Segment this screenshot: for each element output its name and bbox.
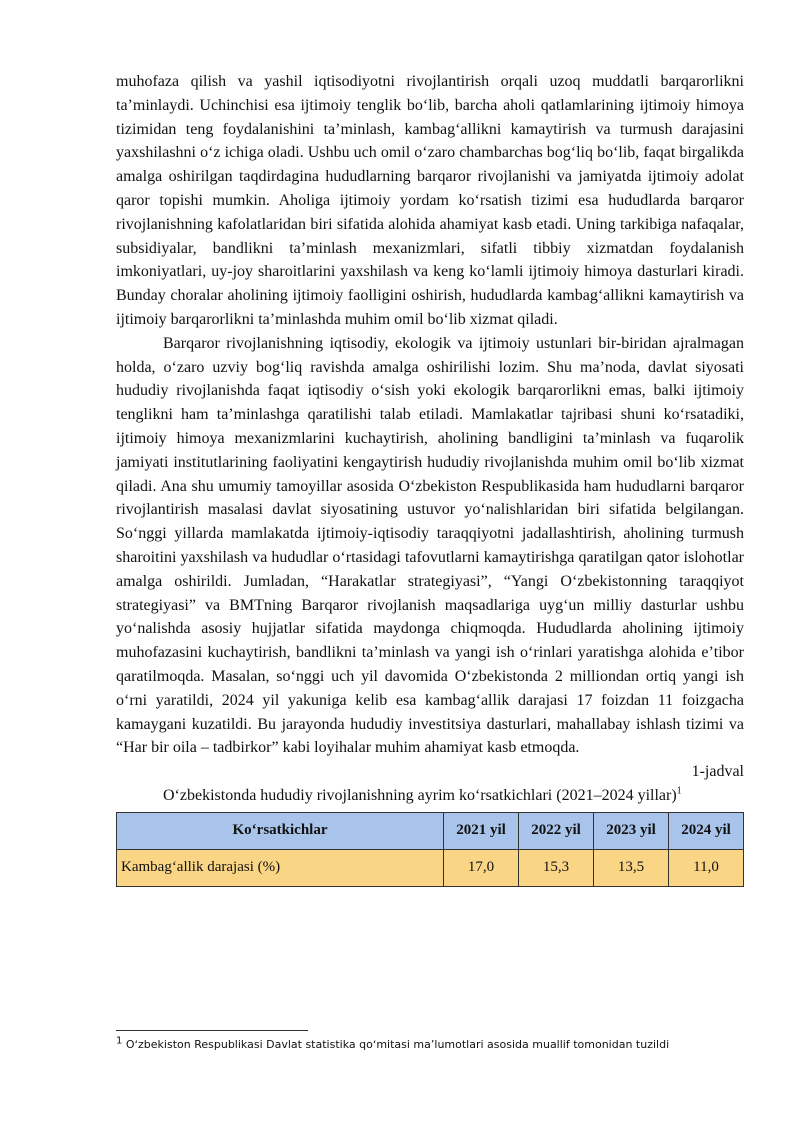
- table-cell: 15,3: [519, 849, 594, 886]
- table-header-cell: 2023 yil: [594, 812, 669, 849]
- indicators-table: [116, 812, 744, 887]
- table-row: [117, 849, 744, 886]
- table-header-cell: Koʻrsatkichlar: [117, 812, 444, 849]
- table-header-cell: 2024 yil: [669, 812, 744, 849]
- table-cell: Kambagʻallik darajasi (%): [117, 849, 444, 886]
- table-cell: 11,0: [669, 849, 744, 886]
- table-header-cell: 2021 yil: [444, 812, 519, 849]
- table-caption: [116, 784, 744, 808]
- table-header-cell: 2022 yil: [519, 812, 594, 849]
- table-header-row: [117, 812, 744, 849]
- table-cell: 13,5: [594, 849, 669, 886]
- footnote: [116, 1035, 756, 1051]
- footnote-separator: [116, 1030, 308, 1031]
- footnote-mark: 1: [116, 1035, 123, 1047]
- body-paragraph: Barqaror rivojlanishning iqtisodiy, ekologik va ijtimoiy ustunlari bir-biridan ajralmagan holda, oʻzaro uzviy bogʻliq ravishda amalga oshirilishi lozim. Shu maʼnoda, davlat siyosati hududiy rivojlanishda faqat iqtisodiy oʻsish yoki ekologik barqarorlikni emas, balki ijtimoiy tenglikni ham taʼminlashga qaratilishi talab etiladi. Mamlakatlar tajribasi shuni koʻrsatadiki, ijtimoiy himoya mexanizmlarini kuchaytirish, aholining bandligini taʼminlash va fuqarolik jamiyati institutlarining faoliyatini kengaytirish hududiy rivojlanishda muhim omil boʻlib xizmat qiladi. Ana shu umumiy tamoyillar asosida Oʻzbekiston Respublikasida ham hududlarni barqaror rivojlantirish masalasi davlat siyosatining ustuvor yoʻnalishlaridan biri sifatida belgilangan. Soʻnggi yillarda mamlakatda ijtimoiy-iqtisodiy taraqqiyotni jadallashtirish, aholining turmush sharoitini yaxshilash va hududlar oʻrtasidagi tafovutlarni kamaytirishga qaratilgan qator islohotlar amalga oshirildi. Jumladan, “Harakatlar strategiyasi”, “Yangi Oʻzbekistonning taraqqiyot strategiyasi” va BMTning Barqaror rivojlanish maqsadlariga uygʻun milliy dasturlar ushbu yoʻnalishda asosiy hujjatlar sifatida maydonga chiqmoqda. Hududlarda aholining ijtimoiy muhofazasini kuchaytirish, bandlikni taʼminlash va yangi ish oʻrinlari yaratishga alohida eʼtibor qaratilmoqda. Masalan, soʻnggi uch yil davomida Oʻzbekistonda 2 milliondan ortiq yangi ish oʻrni yaratildi, 2024 yil yakuniga kelib esa kambagʻallik darajasi 17 foizdan 11 foizgacha kamaygani kuzatildi. Bu jarayonda hududiy investitsiya dasturlari, mahallabay ishlash tizimi va “Har bir oila – tadbirkor” kabi loyihalar muhim ahamiyat kasb etmoqda.: [116, 334, 744, 757]
- footnote-text: Oʻzbekiston Respublikasi Davlat statistika qoʻmitasi maʼlumotlari asosida muallif tomonidan tuzildi: [125, 1038, 670, 1051]
- table-cell: 17,0: [444, 849, 519, 886]
- footnote-reference: 1: [676, 785, 682, 797]
- table-caption-text: Oʻzbekistonda hududiy rivojlanishning ayrim koʻrsatkichlari (2021–2024 yillar): [163, 786, 677, 804]
- document-page: [116, 70, 744, 887]
- body-paragraph: muhofaza qilish va yashil iqtisodiyotni rivojlantirish orqali uzoq muddatli barqarorlikni taʼminlaydi. Uchinchisi esa ijtimoiy tenglik boʻlib, barcha aholi qatlamlarining ijtimoiy himoya tizimidan teng foydalanishini taʼminlash, kambagʻallikni kamaytirish va turmush darajasini yaxshilashni oʻz ichiga oladi. Ushbu uch omil oʻzaro chambarchas bogʻliq boʻlib, faqat birgalikda amalga oshirilgan taqdirdagina hududlarning barqaror rivojlanishi va jamiyatda ijtimoiy adolat qaror topishi mumkin. Aholiga ijtimoiy yordam koʻrsatish tizimi esa hududlarda barqaror rivojlanishning kafolatlaridan biri sifatida alohida ahamiyat kasb etadi. Uning tarkibiga nafaqalar, subsidiyalar, bandlikni taʼminlash mexanizmlari, sifatli tibbiy xizmatdan foydalanish imkoniyatlari, uy-joy sharoitlarini yaxshilash va keng koʻlamli ijtimoiy himoya dasturlari kiradi. Bunday choralar aholining ijtimoiy faolligini oshirish, hududlarda kambagʻallikni kamaytirish va ijtimoiy barqarorlikni taʼminlashda muhim omil boʻlib xizmat qiladi.: [116, 73, 744, 328]
- table-number: 1-jadval: [691, 763, 744, 781]
